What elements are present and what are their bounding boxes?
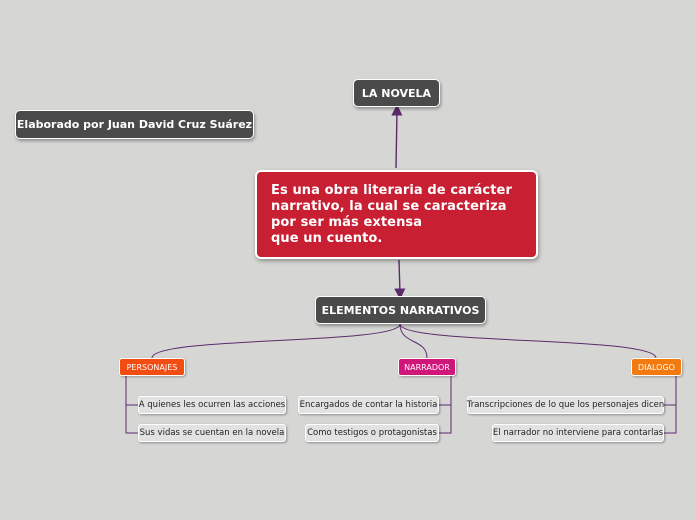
leaf-personajes-2[interactable] xyxy=(138,424,286,442)
root-label: LA NOVELA xyxy=(361,86,432,100)
connector-dialogo-leaves xyxy=(664,376,676,433)
category-personajes-label: PERSONAJES xyxy=(126,362,178,372)
elements-node[interactable] xyxy=(315,296,486,324)
leaf-narrador-2-label: Como testigos o protagonistas xyxy=(307,428,437,438)
category-narrador-label: NARRADOR xyxy=(404,362,450,372)
author-label: Elaborado por Juan David Cruz Suárez xyxy=(16,118,253,131)
connector-central-to-elements xyxy=(399,260,400,294)
connector-central-to-root xyxy=(396,110,397,168)
leaf-dialogo-1-label: Transcripciones de lo que los personajes dicen xyxy=(466,400,665,410)
central-line-2: narrativo, la cual se caracteriza xyxy=(271,199,507,214)
central-text xyxy=(271,183,512,247)
elements-label: ELEMENTOS NARRATIVOS xyxy=(321,303,480,317)
connector-elements-to-personajes xyxy=(152,324,400,358)
leaf-narrador-1-label: Encargados de contar la historia xyxy=(299,400,438,410)
leaf-dialogo-1[interactable] xyxy=(467,396,664,414)
root-node-la-novela[interactable] xyxy=(353,79,440,107)
leaf-personajes-1[interactable] xyxy=(138,396,286,414)
category-personajes[interactable] xyxy=(119,358,185,376)
leaf-narrador-1[interactable] xyxy=(298,396,439,414)
leaf-narrador-2[interactable] xyxy=(305,424,439,442)
central-definition-node[interactable] xyxy=(255,170,538,259)
connector-personajes-leaves xyxy=(126,376,138,433)
category-dialogo[interactable] xyxy=(631,358,682,376)
leaf-dialogo-2[interactable] xyxy=(492,424,664,442)
author-node[interactable] xyxy=(15,110,254,139)
category-narrador[interactable] xyxy=(398,358,456,376)
connector-elements-to-narrador xyxy=(400,324,427,358)
leaf-dialogo-2-label: El narrador no interviene para contarlas xyxy=(492,428,664,438)
central-line-4: que un cuento. xyxy=(271,231,383,246)
category-dialogo-label: DIALOGO xyxy=(638,362,675,372)
connector-narrador-leaves xyxy=(439,376,451,433)
connector-elements-to-dialogo xyxy=(400,324,656,358)
central-line-1: Es una obra literaria de carácter xyxy=(271,183,512,198)
central-line-3: por ser más extensa xyxy=(271,215,423,230)
leaf-personajes-2-label: Sus vidas se cuentan en la novela xyxy=(139,428,285,438)
leaf-personajes-1-label: A quienes les ocurren las acciones xyxy=(138,400,286,410)
